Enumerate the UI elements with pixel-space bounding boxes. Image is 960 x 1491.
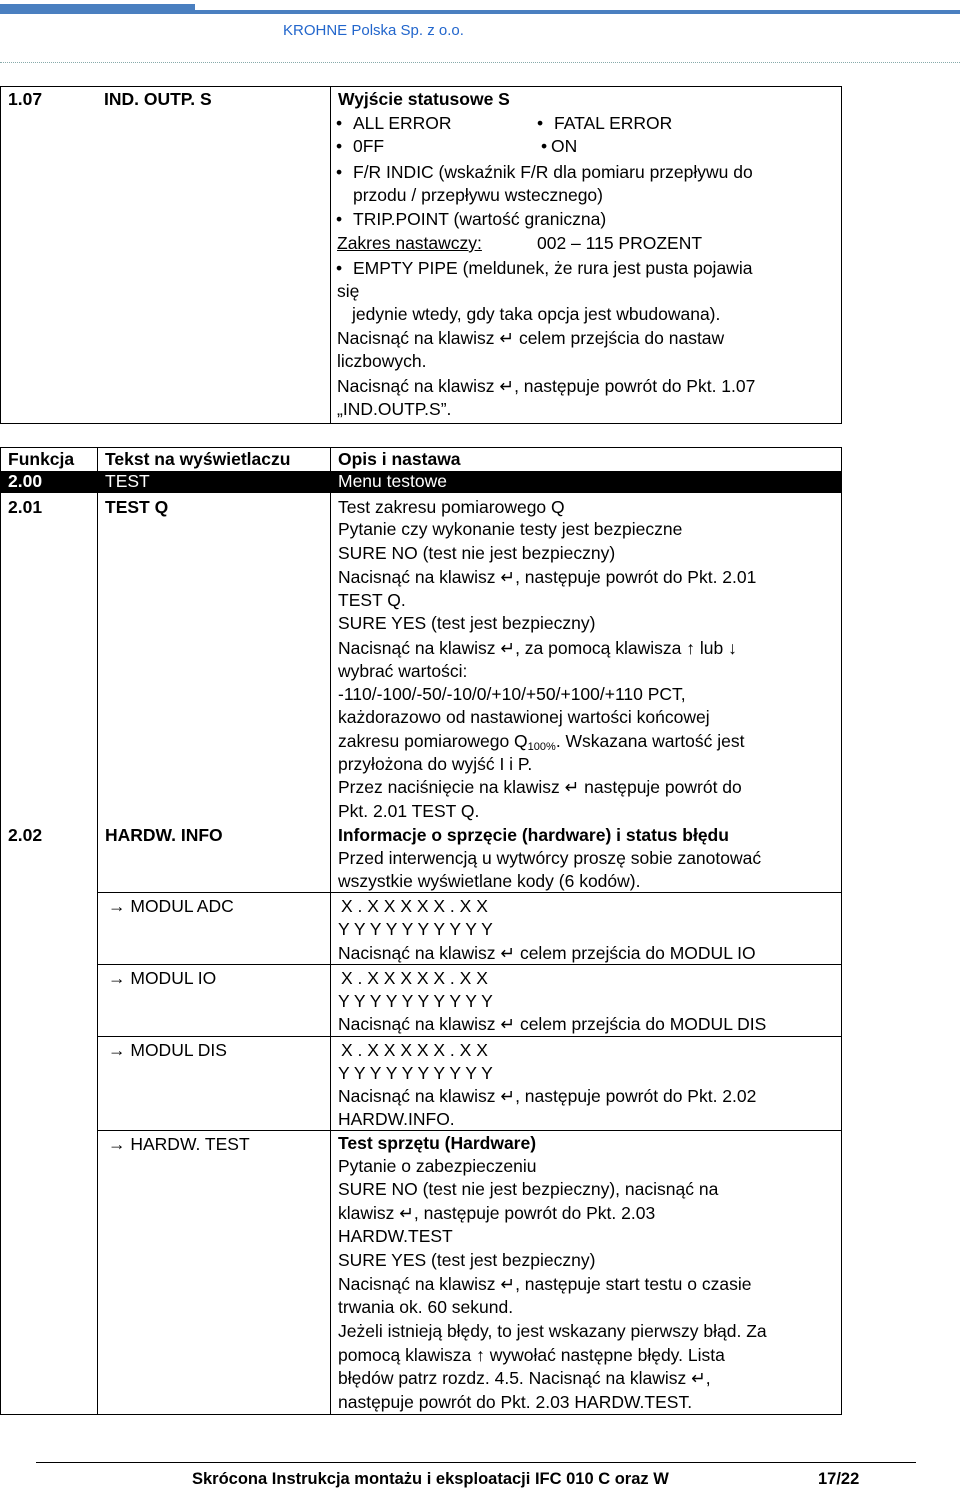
hardw-test-line: SURE YES (test jest bezpieczny) [338,1250,596,1270]
row-107-number: 1.07 [8,89,43,109]
row-200-description: Menu testowe [338,471,447,491]
row-202-number: 2.02 [8,825,43,845]
row-202-name: HARDW. INFO [105,825,223,845]
module-divider [97,1130,841,1131]
range-label: Zakres nastawczy: [337,233,482,253]
row-201-line: Pytanie czy wykonanie testy jest bezpieczne [338,519,683,539]
table1-bottom-border [0,423,842,424]
bullet-icon: • [336,258,343,278]
hardw-test-line: błędów patrz rozdz. 4.5. Nacisnąć na klawisz ↵, [338,1368,711,1388]
module-adc-code2: Y Y Y Y Y Y Y Y Y Y [338,919,493,939]
header-accent-bar [0,4,195,14]
row-200-name: TEST [105,471,150,491]
module-adc-note: Nacisnąć na klawisz ↵ celem przejścia do MODUL IO [338,943,756,963]
row-201-name: TEST Q [105,497,169,517]
range-value: 002 – 115 PROZENT [537,233,703,253]
hardw-test-line: następuje powrót do Pkt. 2.03 HARDW.TEST. [338,1392,693,1412]
row-201-line: przyłożona do wyjść I i P. [338,754,533,774]
option-trip-point: TRIP.POINT (wartość graniczna) [353,209,607,229]
option-on: ON [551,136,578,156]
row-201-line: Nacisnąć na klawisz ↵, za pomocą klawisza ↑ lub ↓ [338,638,737,658]
row-201-line: Nacisnąć na klawisz ↵, następuje powrót do Pkt. 2.01 [338,567,757,587]
option-empty-pipe: EMPTY PIPE (meldunek, że rura jest pusta pojawia [353,258,753,278]
row-107-title: Wyjście statusowe S [338,89,510,109]
module-adc-label: → MODUL ADC [108,896,234,916]
module-dis-code2: Y Y Y Y Y Y Y Y Y Y [338,1063,493,1083]
row-201-number: 2.01 [8,497,43,517]
option-fr-indic-cont: przodu / przepływu wstecznego) [353,185,603,205]
hardw-test-line: klawisz ↵, następuje powrót do Pkt. 2.03 [338,1203,656,1223]
module-divider [97,892,841,893]
bullet-icon: • [336,209,343,229]
module-io-label: → MODUL IO [108,968,217,988]
instruction-return-cont: „IND.OUTP.S”. [337,399,452,419]
instruction-enter: Nacisnąć na klawisz ↵ celem przejścia do nastaw [337,328,725,348]
row-202-line: Przed interwencją u wytwórcy proszę sobie zanotować [338,848,762,868]
table2-col2-divider [330,447,331,1414]
row-201-line: Pkt. 2.01 TEST Q. [338,801,480,821]
column-header-display-text: Tekst na wyświetlaczu [105,449,291,469]
company-name: KROHNE Polska Sp. z o.o. [283,22,464,39]
instruction-return: Nacisnąć na klawisz ↵, następuje powrót do Pkt. 1.07 [337,376,756,396]
footer-title: Skrócona Instrukcja montażu i eksploatacji IFC 010 C oraz W [192,1470,669,1488]
instruction-enter-cont: liczbowych. [337,351,427,371]
option-fatal-error: FATAL ERROR [554,113,673,133]
option-empty-pipe-cont1: się [337,281,360,301]
row-107-name: IND. OUTP. S [104,89,212,109]
page-number: 17/22 [818,1470,860,1488]
table1-right-border [841,86,842,423]
module-dis-label: → MODUL DIS [108,1040,227,1060]
hardw-test-title: Test sprzętu (Hardware) [338,1133,537,1153]
hardw-test-line: Jeżeli istnieją błędy, to jest wskazany pierwszy błąd. Za [338,1321,767,1341]
module-dis-code1: X . X X X X X . X X [341,1040,488,1060]
column-header-function: Funkcja [8,449,75,469]
table1-top-border [0,86,842,87]
module-dis-note: Nacisnąć na klawisz ↵, następuje powrót do Pkt. 2.02 [338,1086,757,1106]
hardw-test-line: Nacisnąć na klawisz ↵, następuje start testu o czasie [338,1274,752,1294]
module-io-code2: Y Y Y Y Y Y Y Y Y Y [338,991,493,1011]
row-201-line: każdorazowo od nastawionej wartości końcowej [338,707,710,727]
bullet-icon: • [537,113,544,133]
column-header-description: Opis i nastawa [338,449,461,469]
row-201-line: wybrać wartości: [338,661,468,681]
table2-col1-divider [97,447,98,1414]
option-fr-indic: F/R INDIC (wskaźnik F/R dla pomiaru przepływu do [353,162,753,182]
footer-divider [36,1462,916,1463]
module-divider [97,964,841,965]
header-divider [0,62,960,63]
bullet-icon: • [541,136,548,156]
row-202-line: wszystkie wyświetlane kody (6 kodów). [338,871,641,891]
row-202-title: Informacje o sprzęcie (hardware) i status błędu [338,825,729,845]
bullet-icon: • [336,136,343,156]
row-201-line: TEST Q. [338,590,406,610]
table1-col-divider [330,86,331,423]
table1-left-border [0,86,1,423]
hardw-test-line: SURE NO (test nie jest bezpieczny), nacisnąć na [338,1179,719,1199]
row-200-number: 2.00 [8,471,43,491]
row-201-line: Test zakresu pomiarowego Q [338,497,565,517]
row-201-line: SURE YES (test jest bezpieczny) [338,613,596,633]
hardw-test-label: → HARDW. TEST [108,1134,250,1154]
option-empty-pipe-cont2: jedynie wtedy, gdy taka opcja jest wbudowana). [352,304,721,324]
row-201-line: SURE NO (test nie jest bezpieczny) [338,543,616,563]
bullet-icon: • [336,162,343,182]
row-201-line: Przez naciśnięcie na klawisz ↵ następuje powrót do [338,777,742,797]
hardw-test-line: Pytanie o zabezpieczeniu [338,1156,537,1176]
hardw-test-line: HARDW.TEST [338,1226,453,1246]
bullet-icon: • [336,113,343,133]
hardw-test-line: pomocą klawisza ↑ wywołać następne błędy. Lista [338,1345,725,1365]
module-dis-note-cont: HARDW.INFO. [338,1109,455,1129]
row-201-q-line: zakresu pomiarowego $Q_{100\%}$. Wskazana wartość jest [338,731,745,753]
hardw-test-line: trwania ok. 60 sekund. [338,1297,514,1317]
option-off: 0FF [353,136,385,156]
table2-left-border [0,447,1,1414]
option-all-error: ALL ERROR [353,113,452,133]
module-io-note: Nacisnąć na klawisz ↵ celem przejścia do MODUL DIS [338,1014,767,1034]
module-adc-code1: X . X X X X X . X X [341,896,488,916]
header-accent-line [195,10,960,14]
table2-right-border [841,447,842,1414]
row-201-line: -110/-100/-50/-10/0/+10/+50/+100/+110 PCT, [338,684,686,704]
module-divider [97,1036,841,1037]
module-io-code1: X . X X X X X . X X [341,968,488,988]
